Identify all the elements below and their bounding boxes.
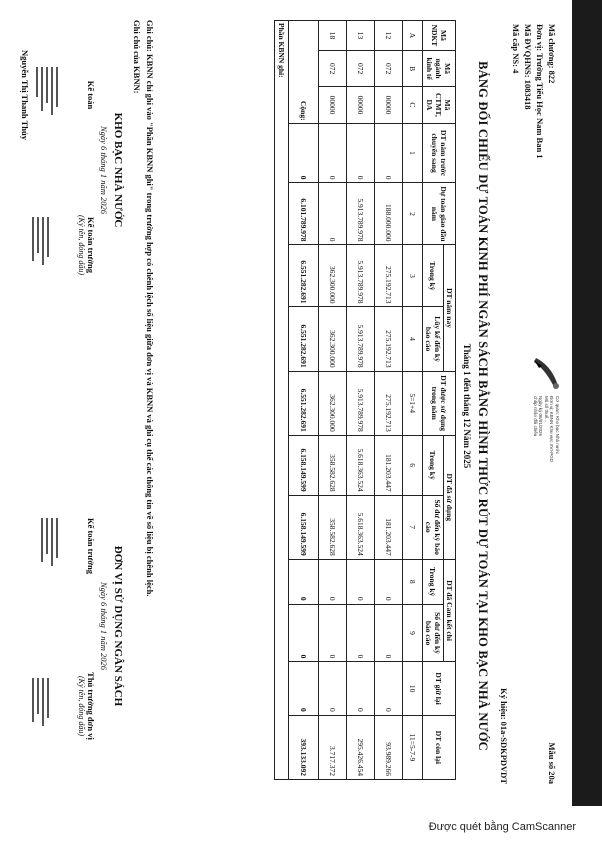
- col-ck-so-du: Số dư đến kỳ báo cáo: [423, 604, 444, 662]
- digital-signature-icon: [25, 676, 51, 736]
- note-kbnn-instructions: Ghi chú: KBNN chỉ ghi vào "Phần KBNN ghi" trong trường hợp có chênh lệch số liệu giữa đơn vị và KBNN và ghi cụ thể các thông tin về số liệu bị chênh lệch.: [145, 20, 155, 597]
- form-number: Mẫu số 20a: [547, 742, 557, 784]
- budget-table: [274, 20, 456, 780]
- header-right: [498, 688, 558, 784]
- unit-name: Đơn vị: Trường Tiểu Học Nam Ban 1: [535, 24, 545, 159]
- notes: [130, 20, 156, 596]
- table-row: 12 072 00000 0 188.000.000 275.192.713 275.192.713 275.192.713 181.203.447 181.203.447 0 0 0 93.989.266: [375, 21, 403, 780]
- col-nam-nay-trong-ky: Trong kỳ: [423, 245, 444, 307]
- camscanner-watermark: Được quét bằng CamScanner: [428, 821, 576, 833]
- col-dt-giao: Dự toán giao đầu năm: [423, 183, 456, 245]
- signature-pen-icon: [532, 356, 562, 392]
- treasury-sign-instruction: (Ký tên, đóng dấu): [77, 215, 86, 275]
- page-title: BẢNG ĐỐI CHIẾU DỰ TOÁN KINH PHÍ NGÂN SÁCH BẰNG HÌNH THỨC RÚT DỰ TOÁN TẠI KHO BẠC NHÀ NƯỚC: [476, 61, 490, 751]
- budget-level: Mã cấp NS: 4: [511, 24, 521, 74]
- unit-sign-instruction: (Ký tên, đóng dấu): [77, 676, 86, 736]
- kbnn-note-label: Phần KBNN ghi:: [275, 21, 289, 780]
- unit-date: Ngày 6 tháng 1 năm 2026: [99, 581, 109, 671]
- document-page: [3, 6, 568, 806]
- digital-signature-stamp: [528, 356, 562, 476]
- total-row: Cộng: 0 6.101.789.978 6.551.282.691 6.551.282.691 6.551.282.691 6.158.149.599 6.158.149.599 0 0 0 393.133.092: [289, 21, 319, 780]
- unit-title: ĐƠN VỊ SỬ DỤNG NGÂN SÁCH: [112, 545, 124, 707]
- col-da-sd-so-du: Số dư đến kỳ báo cáo: [423, 495, 444, 559]
- treasury-accountant-name: Nguyễn Thị Thanh Thủy: [20, 49, 30, 140]
- unit-chief-accountant-role: Kế toán trưởng: [86, 517, 96, 575]
- chapter-code: Mã chương: 822: [547, 24, 557, 84]
- digital-signature-icon: [34, 65, 60, 125]
- treasury-date: Ngày 6 tháng 1 năm 2026: [99, 125, 109, 215]
- treasury-chief-accountant-role: Kế toán trưởng: [86, 216, 96, 274]
- col-group-cam-ket: DT đã Cam kết chi: [444, 559, 456, 662]
- col-dt-duoc-sd: DT được sử dụng trong năm: [423, 371, 456, 435]
- col-group-dt-nam-nay: DT năm nay: [444, 245, 456, 371]
- col-nam-nay-luy-ke: Lũy kế đến kỳ báo cáo: [423, 307, 444, 371]
- index-row: A B C 1 2 3 4 5=1+4 6 7 8 9 10 11=5-7-9: [403, 21, 423, 780]
- col-da-sd-trong-ky: Trong kỳ: [423, 435, 444, 495]
- col-ma-nganh: Mã ngành kinh tế: [423, 50, 456, 86]
- col-dt-giu-lai: DT giữ lại: [423, 662, 456, 715]
- table-row: 13 072 00000 0 5.913.789.978 5.913.789.978 5.913.789.978 5.913.789.978 5.618.363.524 5.618.363.524 0 0 0 295.426.454: [347, 21, 375, 780]
- dvqhns-code: Mã ĐVQHNS: 1083418: [523, 24, 533, 110]
- col-ck-trong-ky: Trong kỳ: [423, 559, 444, 604]
- col-ma-ndkt: Mã NDKT: [423, 21, 456, 51]
- stamp-text: Cơ quan: Kho bạc Nhà nước Đơn vị: KBNN Khu vực XVI-PGD Mã số thuế... Ngày ký 06/01/2026 chấp nhận đối chiếu: [533, 396, 560, 462]
- digital-signature-icon: [34, 516, 60, 576]
- table-row: 18 072 00000 0 0 362.300.000 362.300.000 362.300.000 358.582.628 358.582.628 0 0 0 3.717.372: [319, 21, 347, 780]
- col-dt-con-lai: DT còn lại: [423, 715, 456, 779]
- scan-border: [572, 0, 602, 851]
- treasury-title: KHO BẠC NHÀ NƯỚC: [112, 112, 124, 228]
- period-subtitle: Tháng 1 đến tháng 12 Năm 2025: [462, 343, 472, 469]
- signature-block-treasury: [20, 20, 124, 320]
- total-label: Cộng:: [289, 21, 319, 124]
- unit-head-role: Thủ trưởng đơn vị: [86, 672, 96, 740]
- header-left: [510, 24, 558, 159]
- signature-block-unit: [23, 466, 124, 786]
- col-ma-ctmt: Mã CTMT, DA: [423, 87, 456, 123]
- digital-signature-icon: [25, 215, 51, 275]
- treasury-accountant-role: Kế toán: [86, 80, 96, 110]
- form-symbol: Ký hiệu: 01a-SDKPDVDT: [499, 688, 509, 784]
- col-dt-nam-truoc: DT năm trước chuyển sang: [423, 123, 456, 183]
- note-kbnn-label: Ghi chú của KBNN:: [132, 20, 142, 94]
- col-group-dt-da-sd: DT đã sử dụng: [444, 435, 456, 559]
- kbnn-note-row: [275, 21, 289, 780]
